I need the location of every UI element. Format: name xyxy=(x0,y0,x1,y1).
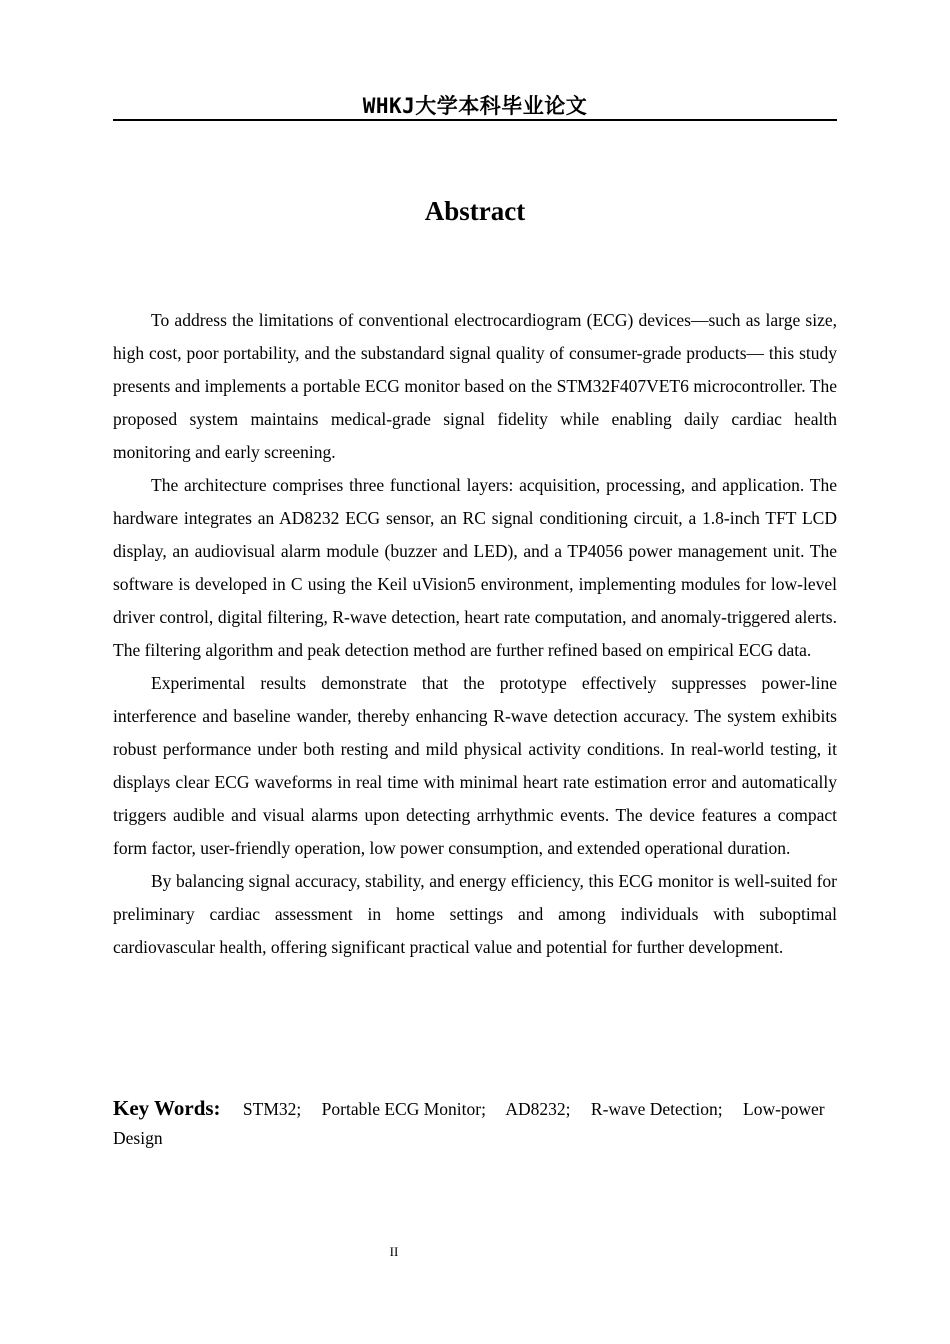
header-divider xyxy=(113,119,837,121)
keyword-item: R-wave Detection xyxy=(590,1099,718,1119)
abstract-paragraph-1: To address the limitations of conventional electrocardiogram (ECG) devices—such as large size, high cost, poor portability, and the substandard signal quality of consumer-grade products— this study presents and implements a portable ECG monitor based on the STM32F407VET6 microcontroller. The proposed system maintains medical-grade signal fidelity while enabling daily cardiac health monitoring and early screening. xyxy=(113,310,837,462)
abstract-title: Abstract xyxy=(424,196,526,226)
page-number: II xyxy=(389,1244,399,1259)
keyword-separator: ; xyxy=(481,1099,486,1119)
abstract-paragraph-3: Experimental results demonstrate that the prototype effectively suppresses power-line interference and baseline wander, thereby enhancing R-wave detection accuracy. The system exhibits robust performance under both resting and mild physical activity conditions. In real-world testing, it displays clear ECG waveforms in real time with minimal heart rate estimation error and automatically triggers audible and visual alarms upon detecting arrhythmic events. The device features a compact form factor, user-friendly operation, low power consumption, and extended operational duration. xyxy=(113,673,837,858)
abstract-paragraph-4: By balancing signal accuracy, stability, and energy efficiency, this ECG monitor is well-suited for preliminary cardiac assessment in home settings and among individuals with suboptimal cardiovascular health, offering significant practical value and potential for further development. xyxy=(113,871,837,957)
keyword-item: Low-power Design xyxy=(113,1099,825,1148)
keyword-item: Portable ECG Monitor xyxy=(321,1099,482,1119)
page-header-title: WHKJ大学本科毕业论文 xyxy=(362,94,588,118)
keywords-label: Key Words: xyxy=(113,1096,221,1120)
keywords-section xyxy=(113,1094,837,1153)
keyword-item: STM32 xyxy=(242,1099,297,1119)
keyword-separator: ; xyxy=(717,1099,723,1119)
abstract-body xyxy=(113,304,837,964)
keyword-separator: ; xyxy=(296,1099,302,1119)
abstract-paragraph-2: The architecture comprises three functional layers: acquisition, processing, and application. The hardware integrates an AD8232 ECG sensor, an RC signal conditioning circuit, a 1.8-inch TFT LCD display, an audiovisual alarm module (buzzer and LED), and a TP4056 power management unit. The software is developed in C using the Keil uVision5 environment, implementing modules for low-level driver control, digital filtering, R-wave detection, heart rate computation, and anomaly-triggered alerts. The filtering algorithm and peak detection method are further refined based on empirical ECG data. xyxy=(113,475,837,660)
keyword-separator: ; xyxy=(565,1099,571,1119)
keyword-item: AD8232 xyxy=(505,1099,566,1119)
